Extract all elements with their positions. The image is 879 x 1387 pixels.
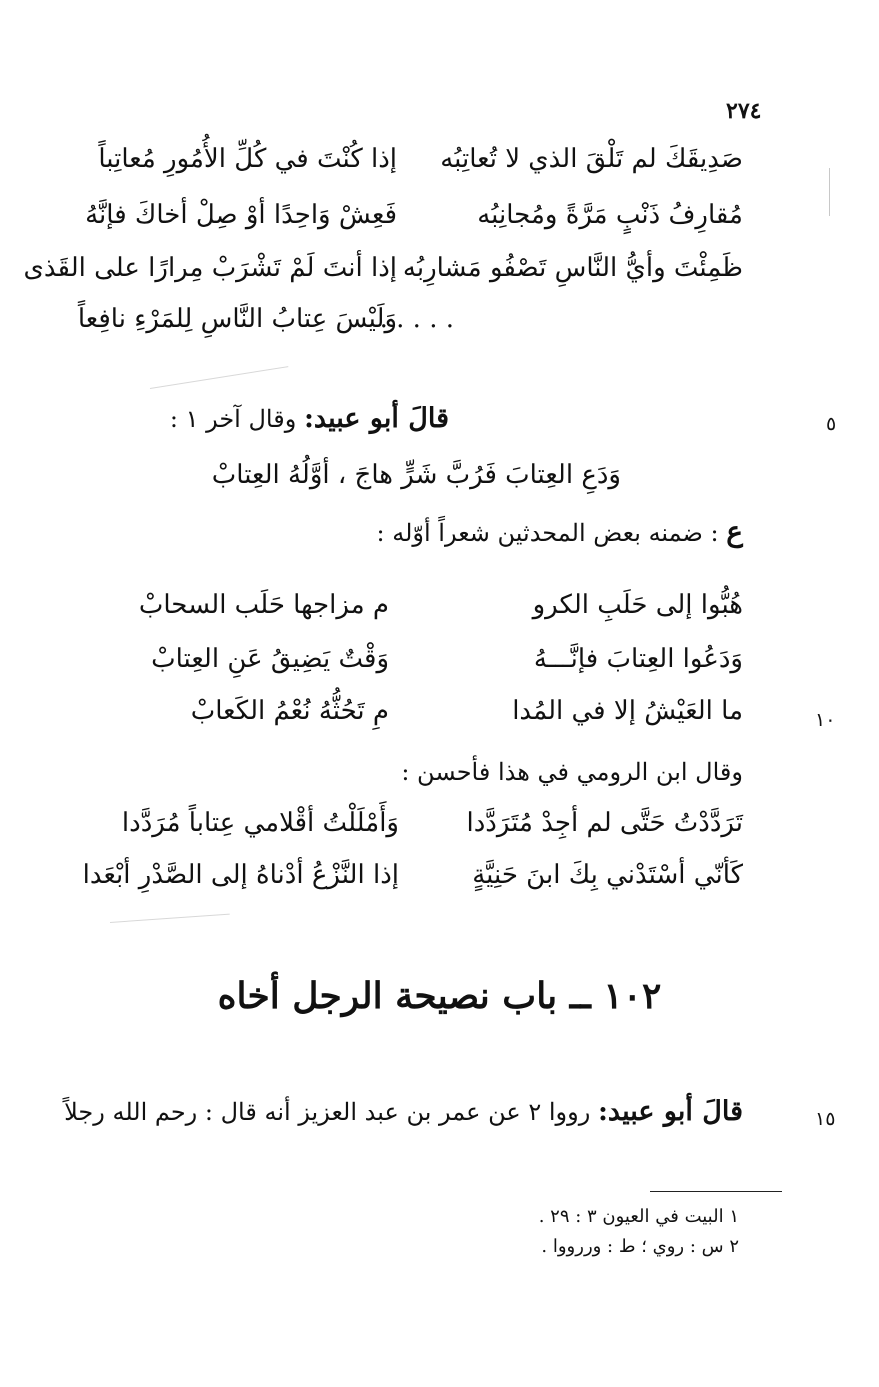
line-number-15: ١٥ [815,1108,836,1130]
paragraph-text: وقال آخر ١ : [169,405,297,433]
verse-right-hemistich: وَدَعُوا العِتابَ فإنَّـــهُ [533,644,743,674]
speaker-label: قالَ أبو عبيد: [597,1096,743,1127]
paragraph-4 [64,1096,743,1127]
commentary-mark: ع [726,515,743,548]
footnote-2: ٢ س : روي ؛ ط : وررووا . [541,1236,739,1257]
paragraph-text: رووا ٢ عن عمر بن عبد العزيز أنه قال : رحم الله رجلاً [64,1098,591,1126]
paragraph-3: وقال ابن الرومي في هذا فأحسن : [401,758,743,786]
chapter-heading: ١٠٢ ــ باب نصيحة الرجل أخاه [217,975,662,1017]
page-number: ٢٧٤ [726,98,762,124]
verse-right-hemistich: تَرَدَّدْتُ حَتَّى لم أجِدْ مُتَرَدَّدا [466,808,743,838]
verse-right-hemistich: إذا كُنْتَ في كُلِّ الأُمُورِ مُعاتِباً [98,144,397,174]
verse-right-hemistich: فَعِشْ وَاحِدًا أوْ صِلْ أخاكَ فإنَّهُ [85,200,397,230]
paragraph-text: : ضمنه بعض المحدثين شعراً أوّله : [376,519,719,547]
verse-left-hemistich: ظَمِئْتَ وأيُّ النَّاسِ تَصْفُو مَشارِبُه [402,253,743,283]
speaker-label: قالَ أبو عبيد: [303,403,449,434]
line-number-10: ١٠ [815,709,836,731]
paragraph-1 [170,403,449,434]
verse-right-hemistich: هُبُّوا إلى حَلَبِ الكرو [532,590,743,620]
single-verse: وَدَعِ العِتابَ فَرُبَّ شَرٍّ هاجَ ، أوَّلُهُ العِتابْ [211,460,621,490]
verse-right-hemistich: إذا أنتَ لَمْ تَشْرَبْ مِرارًا على القَذى [23,253,397,283]
verse-left-hemistich: وَأَمْلَلْتُ أقْلامي عِتاباً مُرَدَّدا [121,808,399,838]
verse-right-hemistich: كَأنّي أسْتَدْني بِكَ ابنَ حَنِيَّةٍ [472,860,743,890]
verse-left-hemistich: مُقارِفُ ذَنْبٍ مَرَّةً ومُجانِبُه [477,200,743,230]
verse-omission-dots: . . . . . [379,304,454,334]
verse-left-hemistich: م مزاجها حَلَب السحابْ [138,590,389,620]
verse-left-hemistich: مِ تَحُثُّهُ نُعْمُ الكَعابْ [190,696,389,726]
scan-mark [829,168,830,216]
verse-left-hemistich: إذا النَّزْعُ أدْناهُ إلى الصَّدْرِ أبْعَدا [82,860,399,890]
verse-right-hemistich: ما العَيْشُ إلا في المُدا [512,696,743,726]
verse-right-hemistich: وَلَيْسَ عِتابُ النَّاسِ لِلمَرْءِ نافِعاً [77,304,397,334]
footnote-1: ١ البيت في العيون ٣ : ٢٩ . [538,1206,739,1227]
scan-mark [150,366,288,389]
footnote-rule [650,1191,782,1192]
paragraph-2 [377,515,744,548]
verse-left-hemistich: صَدِيقَكَ لم تَلْقَ الذي لا تُعاتِبُه [440,144,743,174]
scan-mark [110,914,230,923]
line-number-5: ٥ [826,413,837,435]
verse-left-hemistich: وَقْتٌ يَضِيقُ عَنِ العِتابْ [151,644,389,674]
